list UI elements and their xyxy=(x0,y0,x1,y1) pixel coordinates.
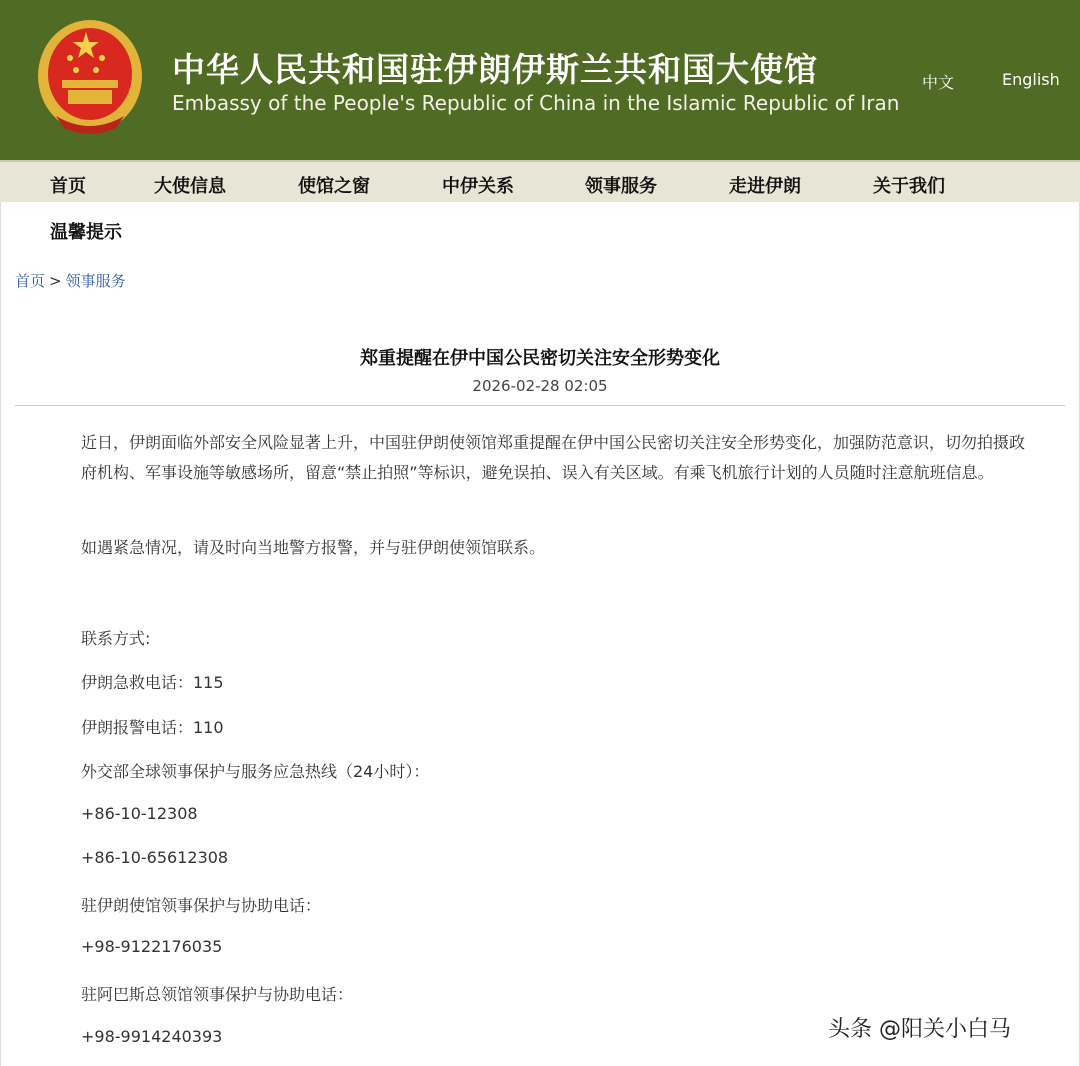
nav-ambassador[interactable]: 大使信息 xyxy=(154,176,226,197)
nav-about[interactable]: 关于我们 xyxy=(873,176,945,197)
breadcrumb-consular[interactable]: 领事服务 xyxy=(65,272,126,290)
breadcrumb-separator: > xyxy=(49,272,62,290)
contact-line: 外交部全球领事保护与服务应急热线（24小时）： xyxy=(81,762,430,781)
contact-line: +86-10-12308 xyxy=(81,804,198,823)
site-header xyxy=(0,0,1080,160)
site-title-cn: 中华人民共和国驻伊朗伊斯兰共和国大使馆 xyxy=(172,50,818,89)
nav-relations[interactable]: 中伊关系 xyxy=(442,176,514,197)
contact-line: +98-9914240393 xyxy=(81,1027,223,1046)
contact-line: +98-9122176035 xyxy=(81,937,223,956)
divider xyxy=(15,405,1065,406)
contact-heading: 联系方式: xyxy=(81,629,151,648)
main-nav xyxy=(0,160,1080,202)
contact-line: +86-10-65612308 xyxy=(81,848,229,867)
nav-home[interactable]: 首页 xyxy=(50,176,86,197)
article-title: 郑重提醒在伊中国公民密切关注安全形势变化 xyxy=(360,348,720,369)
nav-iran[interactable]: 走进伊朗 xyxy=(729,176,801,197)
lang-english-link[interactable]: English xyxy=(1002,70,1060,89)
contact-line: 伊朗急救电话：115 xyxy=(81,673,224,692)
nav-embassy-window[interactable]: 使馆之窗 xyxy=(298,176,370,197)
national-emblem-icon xyxy=(36,18,144,138)
page-border-left xyxy=(0,202,1,1066)
contact-line: 伊朗报警电话：110 xyxy=(81,718,224,737)
lang-chinese-link[interactable]: 中文 xyxy=(922,73,955,92)
breadcrumb-home[interactable]: 首页 xyxy=(15,272,46,290)
site-title-en: Embassy of the People's Republic of China in the Islamic Republic of Iran xyxy=(172,91,900,115)
nav-consular[interactable]: 领事服务 xyxy=(585,176,657,197)
contact-line: 驻阿巴斯总领馆领事保护与协助电话： xyxy=(81,985,354,1004)
breadcrumb xyxy=(15,270,126,291)
article-paragraph: 如遇紧急情况，请及时向当地警方报警，并与驻伊朗使领馆联系。 xyxy=(81,538,546,557)
article-date: 2026-02-28 02:05 xyxy=(472,377,608,395)
article-paragraph: 近日，伊朗面临外部安全风险显著上升，中国驻伊朗使领馆郑重提醒在伊中国公民密切关注安全形势变化，加强防范意识，切勿拍摄政府机构、军事设施等敏感场所，留意“禁止拍照”等标识，避免误拍、误入有关区域。有乘飞机旅行计划的人员随时注意航班信息。 xyxy=(81,433,1026,482)
watermark: 头条 @阳关小白马 xyxy=(828,1017,1011,1042)
contact-line: 驻伊朗使馆领事保护与协助电话： xyxy=(81,896,322,915)
notice-label[interactable]: 温馨提示 xyxy=(50,222,122,243)
